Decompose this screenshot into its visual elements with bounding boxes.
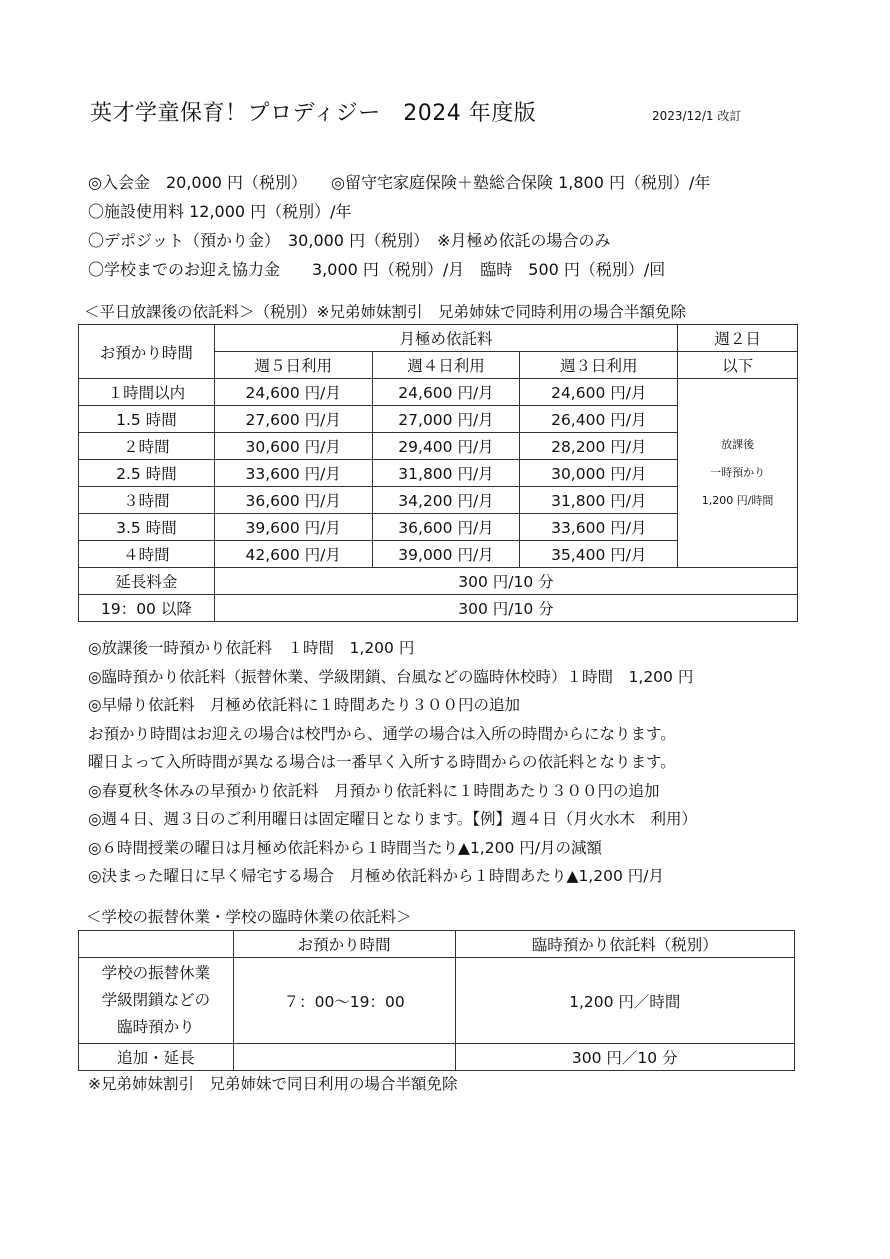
row-hours: １時間以内 (79, 379, 215, 406)
fee-3days: 26,400 円/月 (520, 406, 678, 433)
after19-label: 19：00 以降 (79, 595, 215, 622)
fee-5days: 36,600 円/月 (214, 487, 372, 514)
header-5days: 週５日利用 (214, 352, 372, 379)
row-hours: 3.5 時間 (79, 514, 215, 541)
note-line: ◎決まった曜日に早く帰宅する場合 月極め依託料から１時間あたり▲1,200 円/月 (88, 867, 664, 885)
note-line: ◎放課後一時預かり依託料 １時間 1,200 円 (88, 639, 415, 657)
note-line: ◎週４日、週３日のご利用曜日は固定曜日となります。【例】週４日（月火水木 利用） (88, 810, 698, 828)
table-row (79, 1044, 795, 1071)
header-3days: 週３日利用 (520, 352, 678, 379)
row-hours: ４時間 (79, 541, 215, 568)
fee-5days: 27,600 円/月 (214, 406, 372, 433)
temporary-care-line2: 一時預かり (710, 466, 766, 479)
fee-3days: 24,600 円/月 (520, 379, 678, 406)
header-2days-line2: 以下 (678, 352, 798, 379)
fee-3days: 33,600 円/月 (520, 514, 678, 541)
table-row (79, 379, 798, 406)
fee-4days: 29,400 円/月 (372, 433, 520, 460)
after19-value: 300 円/10 分 (214, 595, 797, 622)
row-hours: 2.5 時間 (79, 460, 215, 487)
weekday-fee-table (78, 324, 798, 622)
header-monthly: 月極め依託料 (214, 325, 677, 352)
fee-4days: 31,800 円/月 (372, 460, 520, 487)
table-row (79, 595, 798, 622)
temporary-care-cell (678, 379, 798, 568)
note-line: ◎春夏秋冬休みの早預かり依託料 月預かり依託料に１時間あたり３００円の追加 (88, 781, 660, 800)
document-title: 英才学童保育！プロディジー 2024 年度版 (90, 101, 537, 126)
header-2days-line1: 週２日 (678, 325, 798, 352)
fee-line: ◎入会金 20,000 円（税別） ◎留守宅家庭保険＋塾総合保険 1,800 円（税別）/年 (88, 173, 711, 192)
header-fee: 臨時預かり依託料（税別） (455, 931, 795, 958)
extension-label: 追加・延長 (79, 1044, 234, 1071)
note-line: お預かり時間はお迎えの場合は校門から、通学の場合は入所の時間からになります。 (88, 724, 676, 743)
table-row (79, 958, 795, 1044)
notes-list (88, 634, 697, 891)
header-hours: お預かり時間 (233, 931, 455, 958)
fee-5days: 30,600 円/月 (214, 433, 372, 460)
empty-header-cell (79, 931, 234, 958)
row-hours: ２時間 (79, 433, 215, 460)
weekday-section-heading: ＜平日放課後の依託料＞（税別）※兄弟姉妹割引 兄弟姉妹で同時利用の場合半額免除 (84, 303, 686, 321)
note-line: 曜日よって入所時間が異なる場合は一番早く入所する時間からの依託料となります。 (88, 753, 676, 771)
fee-4days: 34,200 円/月 (372, 487, 520, 514)
holiday-row-label (79, 958, 234, 1044)
fee-list (88, 168, 710, 284)
holiday-fee-table (78, 930, 795, 1071)
row-hours: ３時間 (79, 487, 215, 514)
revision-date: 2023/12/1 改訂 (652, 109, 742, 123)
fee-5days: 33,600 円/月 (214, 460, 372, 487)
holiday-hours: ７：00〜19：00 (233, 958, 455, 1044)
fee-3days: 28,200 円/月 (520, 433, 678, 460)
fee-3days: 35,400 円/月 (520, 541, 678, 568)
extension-fee: 300 円／10 分 (455, 1044, 795, 1071)
fee-3days: 31,800 円/月 (520, 487, 678, 514)
note-line: ◎臨時預かり依託料（振替休業、学級閉鎖、台風などの臨時休校時）１時間 1,200 円 (88, 667, 694, 686)
fee-line: 〇施設使用料 12,000 円（税別）/年 (88, 202, 352, 221)
label-line1: 学校の振替休業 (101, 964, 211, 982)
fee-4days: 39,000 円/月 (372, 541, 520, 568)
table-row (79, 568, 798, 595)
label-line2: 学級閉鎖などの (101, 991, 211, 1009)
fee-4days: 36,600 円/月 (372, 514, 520, 541)
label-line3: 臨時預かり (117, 1018, 195, 1036)
fee-5days: 24,600 円/月 (214, 379, 372, 406)
fee-5days: 42,600 円/月 (214, 541, 372, 568)
header-hours: お預かり時間 (79, 325, 215, 379)
extension-value: 300 円/10 分 (214, 568, 797, 595)
fee-5days: 39,600 円/月 (214, 514, 372, 541)
fee-4days: 24,600 円/月 (372, 379, 520, 406)
header-4days: 週４日利用 (372, 352, 520, 379)
fee-line: 〇デポジット（預かり金） 30,000 円（税別） ※月極め依託の場合のみ (88, 231, 611, 250)
footnote: ※兄弟姉妹割引 兄弟姉妹で同日利用の場合半額免除 (88, 1075, 458, 1093)
empty-cell (233, 1044, 455, 1071)
note-line: ◎早帰り依託料 月極め依託料に１時間あたり３００円の追加 (88, 696, 521, 714)
temporary-care-line3: 1,200 円/時間 (701, 494, 774, 507)
temporary-care-line1: 放課後 (721, 438, 755, 451)
holiday-section-heading: ＜学校の振替休業・学校の臨時休業の依託料＞ (86, 908, 412, 926)
extension-label: 延長料金 (79, 568, 215, 595)
holiday-fee: 1,200 円／時間 (455, 958, 795, 1044)
note-line: ◎６時間授業の曜日は月極め依託料から１時間当たり▲1,200 円/月の減額 (88, 838, 602, 857)
fee-3days: 30,000 円/月 (520, 460, 678, 487)
fee-line: 〇学校までのお迎え協力金 3,000 円（税別）/月 臨時 500 円（税別）/回 (88, 260, 666, 279)
row-hours: 1.5 時間 (79, 406, 215, 433)
fee-4days: 27,000 円/月 (372, 406, 520, 433)
